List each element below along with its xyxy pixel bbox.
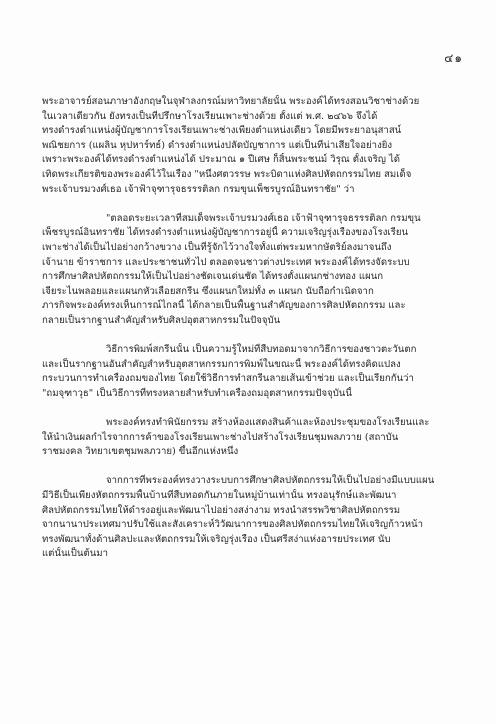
text-line: ภารกิจพระองค์ทรงเห็นการณ์ไกลนี้ ได้กลายเป็นพื้นฐานสำคัญของการศิลปหัตถกรรม และ [42,300,406,312]
text-line: มีวิธีเป็นเพียงหัตถกรรมพื้นบ้านที่สืบทอดกันภายในหมู่บ้านเท่านั้น ทรงอนุรักษ์และพัฒนา [42,490,397,502]
text-line: พระองค์ทรงทำพินัยกรรม สร้างห้องแสดงสินค้าและห้องประชุมของโรงเรียนและ [106,417,430,429]
text-line: ราชมงคล วิทยาเขตชุมพลภวาย) ขึ้นอีกแห่งหนึ่ง [42,446,239,458]
paragraph-spacer [42,401,468,416]
text-line: ศิลปหัตถกรรมไทยให้ดำรงอยู่และพัฒนาไปอย่างสง่างาม ทรงนำสรรพวิชาศิลปหัตถกรรม [42,504,401,516]
text-line: ในเวลาเดียวกัน ยังทรงเป็นที่ปรึกษาโรงเรียนเพาะช่างด้วย ตั้งแต่ พ.ศ. ๒๔๖๖ จึงได้ [42,110,378,122]
paragraph [42,343,468,401]
quote-paragraph [42,212,468,329]
text-line: และเป็นรากฐานอันสำคัญสำหรับอุตสาหกรรมการพิมพ์ในขณะนี้ พระองค์ได้ทรงคิดแปลง [42,358,401,370]
text-line: จากการที่พระองค์ทรงวางระบบการศึกษาศิลปหัตถกรรมให้เป็นไปอย่างมีแบบแผน [106,475,435,487]
page-number: ๔๑ [444,51,463,65]
document-body [42,95,468,562]
text-line: "ตลอดระยะเวลาที่สมเด็จพระเจ้าบรมวงศ์เธอ เจ้าฟ้าจุฑารุจธรรรติลก กรมขุน [106,212,421,224]
paragraph-spacer [42,197,468,212]
text-line: ให้นำเงินผลกำไรจากการค้าของโรงเรียนเพาะช่างไปสร้างโรงเรียนชุมพลภวาย (สถาบัน [42,431,399,443]
text-line: จากนานาประเทศมาปรับใช้และสังเคราะห์วิวัฒนาการของศิลปหัตถกรรมไทยให้เจริญก้าวหน้า [42,519,423,531]
text-line: การศึกษาศิลปหัตถกรรมให้เป็นไปอย่างชัดเจนเด่นชัด ได้ทรงตั้งแผนกช่างทอง แผนก [42,271,384,283]
text-line: พณิชยการ (แผลิน หุปหาร์ทธ์) ดำรงตำแหน่งปลัดบัญชาการ แต่เป็นที่น่าเสียใจอย่างยิ่ง [42,139,393,151]
text-line: เจียระไนพลอยและแผนกหัวเลื่อยสกรีน ซึ่งแผนกใหม่ทั้ง ๓ แผนก นับถือกำเนิดจาก [42,285,374,297]
paragraph [42,95,468,197]
paragraph-spacer [42,329,468,344]
text-line: "ถมจุฑาวุธ" เป็นวิธีการที่ทรงหลายสำหรับทำเครื่องถมอุตสาหกรรมปัจจุบันนี้ [42,387,352,399]
text-line: เจ้านาย ข้าราชการ และประชาชนทั่วไป ตลอดจนชาวต่างประเทศ พระองค์ได้ทรงจัดระบบ [42,256,410,268]
text-line: เพราะพระองค์ได้ทรงดำรงตำแหน่งได้ ประมาณ ๑ ปีเศษ ก็สิ้นพระชนม์ วิรุณ ตั้งเจริญ ได้ [42,154,400,166]
text-line: พระเจ้าบรมวงศ์เธอ เจ้าฟ้าจุฑารุจธรรรติลก กรมขุนเพ็ชรบูรณ์อินทราชัย" ว่า [42,183,355,195]
paragraph-spacer [42,460,468,475]
text-line: ทรงพัฒนาทั้งด้านศิลปะและหัตถกรรมให้เจริญรุ่งเรือง เป็นศรีสง่าแห่งอารยประเทศ นับ [42,533,391,545]
text-line: เทิดพระเกียรติของพระองค์ไว้ในเรื่อง "หนึ่งศตวรรษ พระบิดาแห่งศิลปหัตถกรรมไทย สมเด็จ [42,168,412,180]
paragraph [42,474,468,562]
text-line: กลายเป็นรากฐานสำคัญสำหรับศิลปอุตสาหกรรมในปัจจุบัน [42,314,281,326]
text-line: เพาะช่างได้เป็นไปอย่างกว้างขวาง เป็นที่รู้จักไว้วางใจทั้งแต่พระมหากษัตริย์ลงมาจนถึง [42,241,392,253]
text-line: แต่นั้นเป็นต้นมา [42,548,108,560]
text-line: กระบวนการทำเครื่องถมของไทย โดยใช้วิธีการทำสกรีนลายเส้นเข้าช่วย และเป็นเรียกกันว่า [42,373,414,385]
paragraph [42,416,468,460]
text-line: วิธีการพิมพ์สกรีนนั้น เป็นความรู้ใหม่ที่สืบทอดมาจากวิธีการของชาวตะวันตก [106,344,417,356]
text-line: ทรงดำรงตำแหน่งผู้บัญชาการโรงเรียนเพาะช่างเพียงตำแหน่งเดียว โดยมีพระยาอนุสาสน์ [42,125,402,137]
text-line: พระอาจารย์สอนภาษาอังกฤษในจุฬาลงกรณ์มหาวิทยาลัยนั้น พระองค์ได้ทรงสอนวิชาช่างด้วย [42,96,420,107]
text-line: เพ็ชรบูรณ์อินทราชัย ได้ทรงดำรงตำแหน่งผู้บัญชาการอยู่นี้ ความเจริญรุ่งเรืองของโรงเรียน [42,227,409,239]
